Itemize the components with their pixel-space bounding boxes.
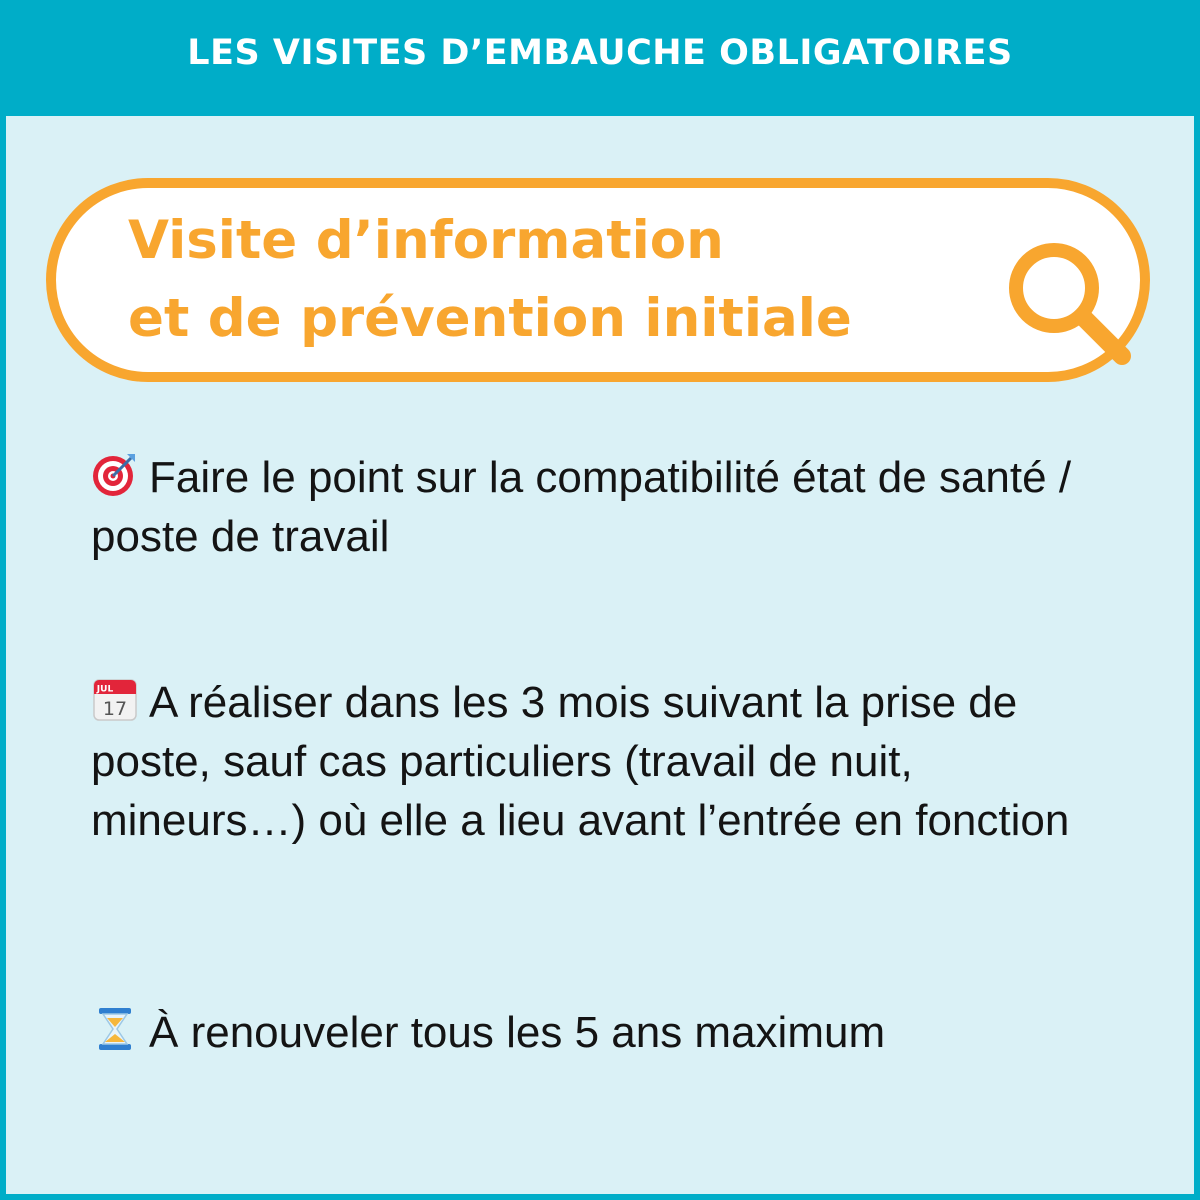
calendar-day: 17 xyxy=(102,698,128,720)
header-banner xyxy=(0,0,1200,116)
hourglass-icon xyxy=(91,1005,139,1053)
calendar-month: JUL xyxy=(96,684,114,695)
content-panel xyxy=(6,116,1194,1194)
calendar-icon xyxy=(91,675,139,723)
bullet-timing xyxy=(91,673,1111,850)
bullet-timing-text: A réaliser dans les 3 mois suivant la prise de poste, sauf cas particuliers (travail de nuit, mineurs…) où elle a lieu avant l’entrée en fonction xyxy=(91,678,1070,845)
search-pill-title-line-2: et de prévention initiale xyxy=(128,288,852,349)
search-pill xyxy=(46,178,1150,382)
search-pill-title xyxy=(128,202,852,358)
bullet-compatibility xyxy=(91,448,1111,566)
bullet-compatibility-text: Faire le point sur la compatibilité état de santé / poste de travail xyxy=(91,453,1072,561)
bullet-renewal-text: À renouveler tous les 5 ans maximum xyxy=(149,1008,886,1057)
search-pill-title-line-1: Visite d’information xyxy=(128,210,724,271)
search-icon xyxy=(1004,238,1134,368)
target-icon xyxy=(91,450,139,498)
page-title: LES VISITES D’EMBAUCHE OBLIGATOIRES xyxy=(187,33,1013,73)
bullet-renewal xyxy=(91,1003,1111,1062)
